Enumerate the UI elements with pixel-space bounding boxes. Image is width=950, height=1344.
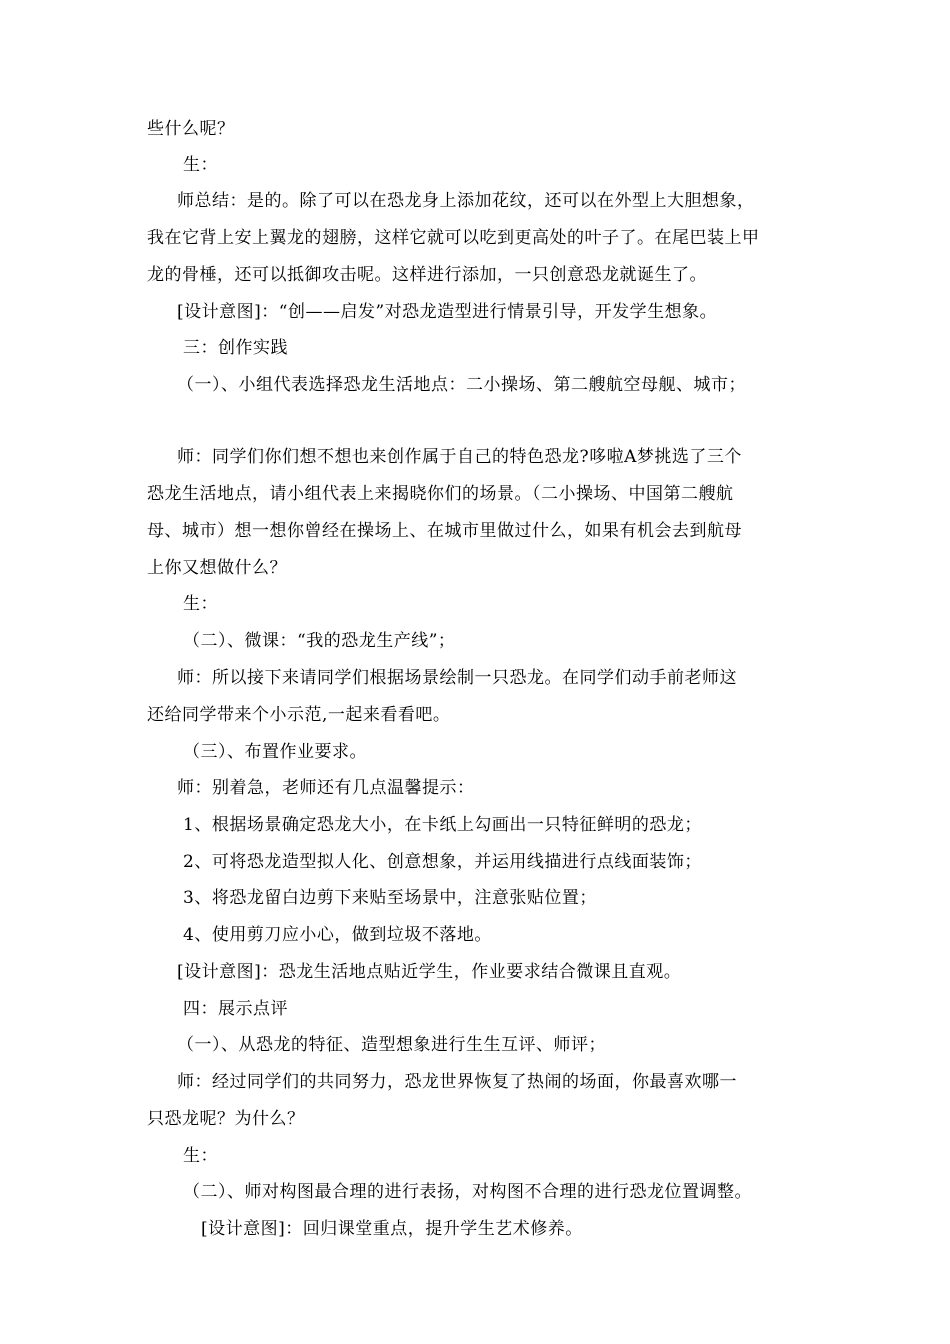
text-line: 只恐龙呢？为什么？	[147, 1109, 305, 1129]
text-line: 师：同学们你们想不想也来创作属于自己的特色恐龙?哆啦A梦挑选了三个	[177, 447, 742, 467]
list-item: 4、使用剪刀应小心，做到垃圾不落地。	[183, 925, 492, 945]
text-line: [设计意图]：回归课堂重点，提升学生艺术修养。	[201, 1219, 583, 1239]
list-item: 3、将恐龙留白边剪下来贴至场景中，注意张贴位置；	[183, 888, 597, 908]
list-item: 2、可将恐龙造型拟人化、创意想象，并运用线描进行点线面装饰；	[183, 852, 702, 872]
text-line: 上你又想做什么？	[147, 558, 287, 578]
text-line: 师总结：是的。除了可以在恐龙身上添加花纹，还可以在外型上大胆想象，	[177, 191, 755, 211]
list-item: 1、根据场景确定恐龙大小，在卡纸上勾画出一只特征鲜明的恐龙；	[183, 815, 702, 835]
text-line: 师：所以接下来请同学们根据场景绘制一只恐龙。在同学们动手前老师这	[177, 668, 737, 688]
section-heading: 三：创作实践	[183, 338, 288, 358]
text-line: 还给同学带来个小示范,一起来看看吧。	[147, 705, 451, 725]
text-line: （三）、布置作业要求。	[183, 742, 367, 762]
text-line: 母、城市）想一想你曾经在操场上、在城市里做过什么，如果有机会去到航母	[147, 521, 742, 541]
text-line: （一）、从恐龙的特征、造型想象进行生生互评、师评；	[177, 1035, 606, 1055]
text-line: （一）、小组代表选择恐龙生活地点：二小操场、第二艘航空母舰、城市；	[177, 375, 746, 395]
text-line: 师：经过同学们的共同努力，恐龙世界恢复了热闹的场面，你最喜欢哪一	[177, 1072, 737, 1092]
text-line: 生：	[183, 1146, 218, 1166]
text-line: （二）、师对构图最合理的进行表扬，对构图不合理的进行恐龙位置调整。	[183, 1182, 752, 1202]
text-line: [设计意图]：“创——启发”对恐龙造型进行情景引导，开发学生想象。	[177, 302, 718, 322]
section-heading: 四：展示点评	[183, 999, 288, 1019]
text-line: 龙的骨棰，还可以抵御攻击呢。这样进行添加，一只创意恐龙就诞生了。	[147, 265, 707, 285]
text-line: 恐龙生活地点，请小组代表上来揭晓你们的场景。（二小操场、中国第二艘航	[147, 484, 734, 504]
text-line: （二）、微课：“我的恐龙生产线”；	[183, 631, 456, 651]
text-line: 师：别着急，老师还有几点温馨提示：	[177, 778, 475, 798]
text-line: 些什么呢？	[147, 119, 235, 139]
text-line: 生：	[183, 594, 218, 614]
text-line: 我在它背上安上翼龙的翅膀，这样它就可以吃到更高处的叶子了。在尾巴装上甲	[147, 228, 760, 248]
text-line: [设计意图]：恐龙生活地点贴近学生，作业要求结合微课且直观。	[177, 962, 682, 982]
text-line: 生：	[183, 155, 218, 175]
